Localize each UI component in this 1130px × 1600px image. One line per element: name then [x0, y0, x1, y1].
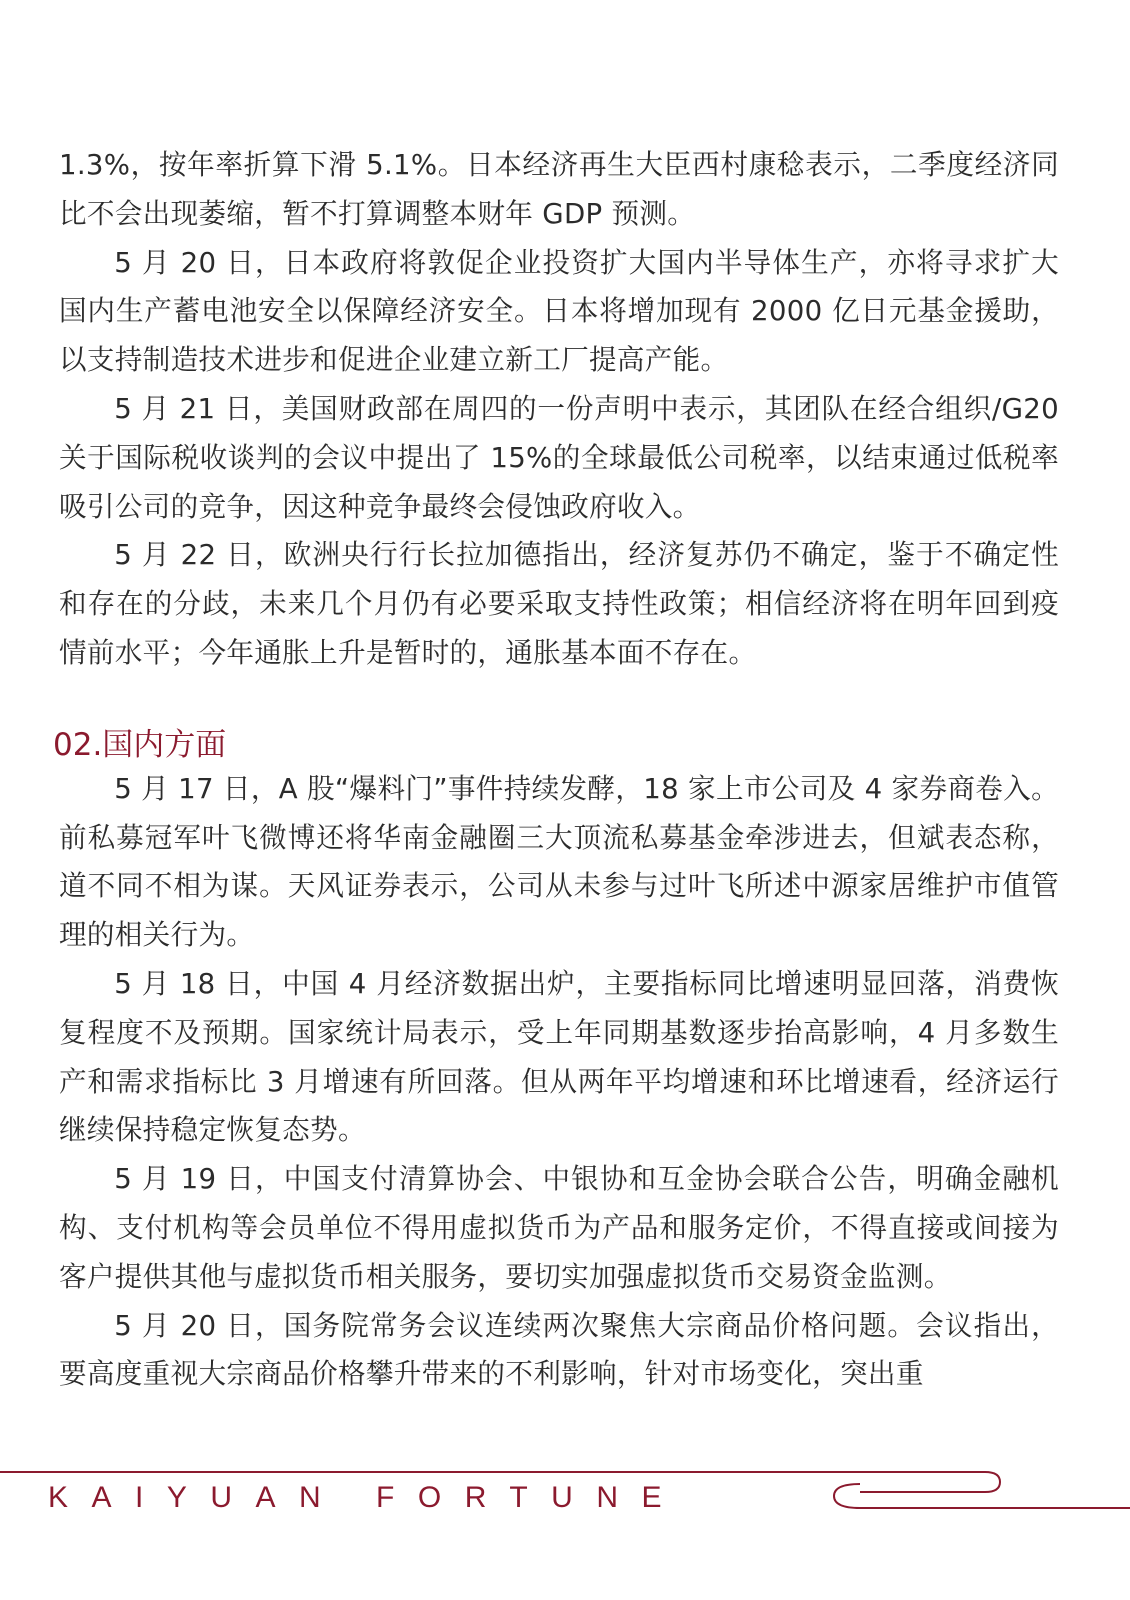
- paragraph-7: 5 月 19 日，中国支付清算协会、中银协和互金协会联合公告，明确金融机构、支付机构等会员单位不得用虚拟货币为产品和服务定价，不得直接或间接为客户提供其他与虚拟货币相关服务，要切实加强虚拟货币交易资金监测。: [59, 1162, 1059, 1293]
- paragraph-2: 5 月 20 日，日本政府将敦促企业投资扩大国内半导体生产，亦将寻求扩大国内生产蓄电池安全以保障经济安全。日本将增加现有 2000 亿日元基金援助，以支持制造技术进步和促进企业建立新工厂提高产能。: [59, 245, 1059, 377]
- paragraph-6: 5 月 18 日，中国 4 月经济数据出炉，主要指标同比增速明显回落，消费恢复程度不及预期。国家统计局表示，受上年同期基数逐步抬高影响，4 月多数生产和需求指标比 3 月增速有所回落。但从两年平均增速和环比增速看，经济运行继续保持稳定恢复态势。: [59, 966, 1059, 1147]
- footer-brand: KAIYUAN FORTUNE: [48, 1481, 685, 1514]
- paragraph-4: 5 月 22 日，欧洲央行行长拉加德指出，经济复苏仍不确定，鉴于不确定性和存在的分歧，未来几个月仍有必要采取支持性政策；相信经济将在明年回到疫情前水平；今年通胀上升是暂时的，通胀基本面不存在。: [59, 538, 1059, 669]
- paragraph-1: 1.3%，按年率折算下滑 5.1%。日本经济再生大臣西村康稔表示，二季度经济同比不会出现萎缩，暂不打算调整本财年 GDP 预测。: [59, 148, 1059, 230]
- footer-bottom-line: [834, 1484, 1130, 1508]
- section-heading: 02.国内方面: [53, 726, 227, 763]
- body-text: [53, 141, 1059, 1399]
- paragraph-8: 5 月 20 日，国务院常务会议连续两次聚焦大宗商品价格问题。会议指出，要高度重视大宗商品价格攀升带来的不利影响，针对市场变化，突出重: [59, 1308, 1059, 1391]
- paragraph-5: 5 月 17 日，A 股“爆料门”事件持续发酵，18 家上市公司及 4 家券商卷入。前私募冠军叶飞微博还将华南金融圈三大顶流私募基金牵涉进去，但斌表态称，道不同不相为谋。天风证券表示，公司从未参与过叶飞所述中源家居维护市值管理的相关行为。: [59, 771, 1059, 952]
- paragraph-3: 5 月 21 日，美国财政部在周四的一份声明中表示，其团队在经合组织/G20 关于国际税收谈判的会议中提出了 15%的全球最低公司税率，以结束通过低税率吸引公司的竞争，因这种竞争最终会侵蚀政府收入。: [59, 391, 1059, 523]
